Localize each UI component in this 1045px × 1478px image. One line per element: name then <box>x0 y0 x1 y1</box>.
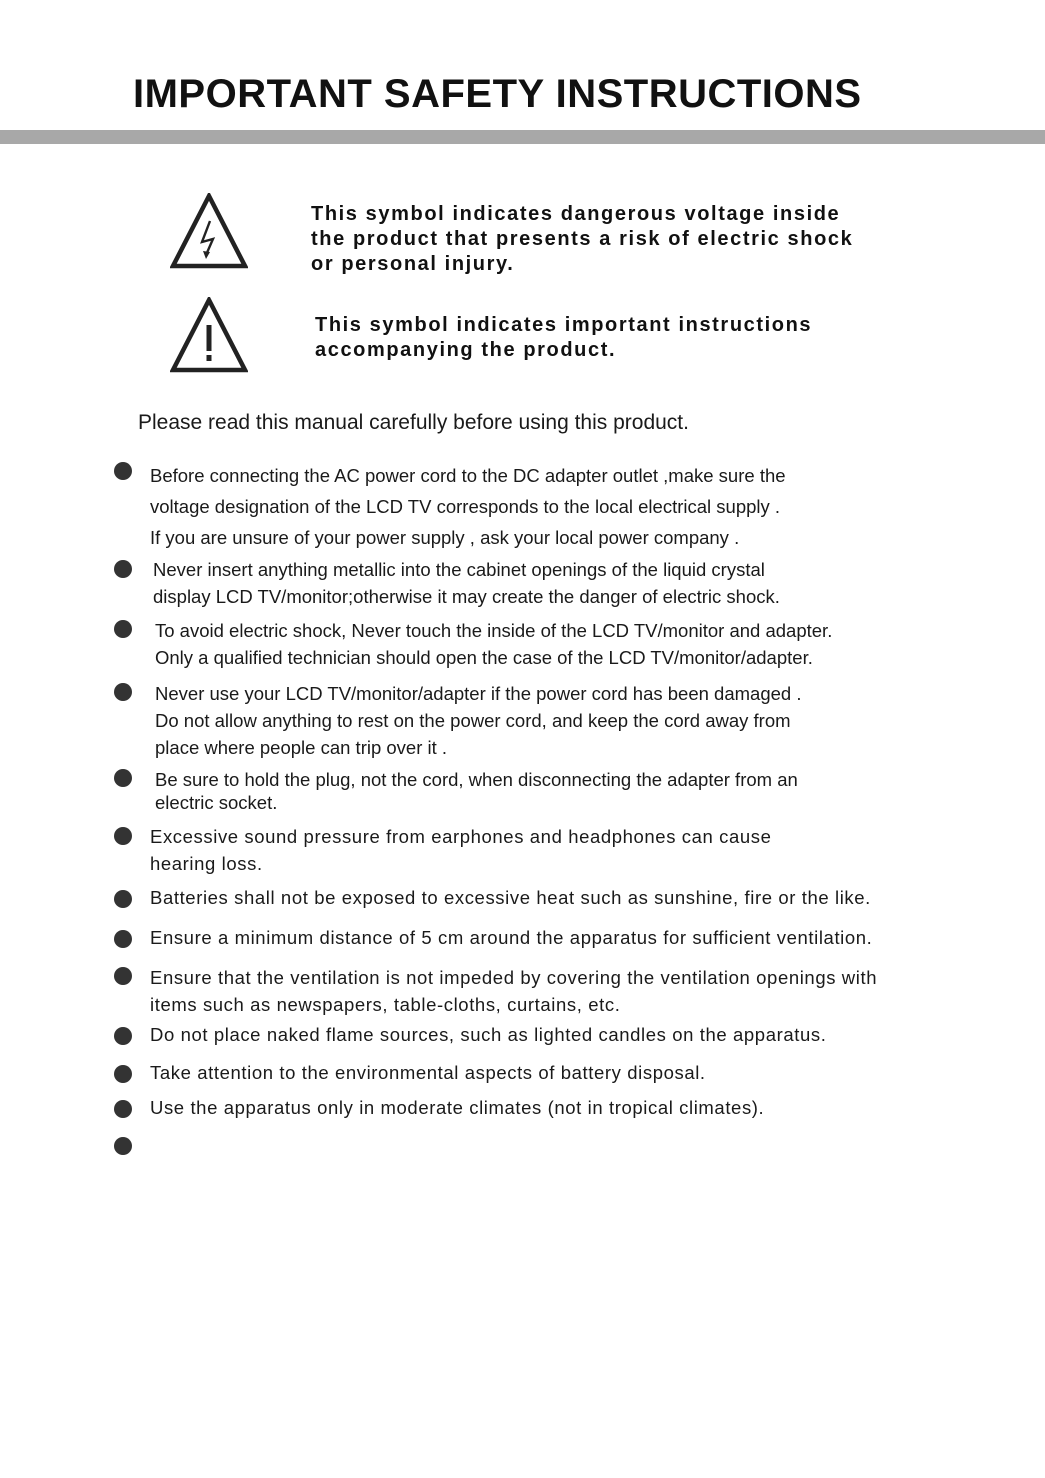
caution-exclamation-icon <box>170 297 248 375</box>
instruction-item: Be sure to hold the plug, not the cord, when disconnecting the adapter from an electric socket. <box>155 769 798 813</box>
instruction-item: Do not place naked flame sources, such as lighted candles on the apparatus. <box>150 1024 827 1045</box>
electric-shock-warning-icon <box>170 193 248 271</box>
instruction-item: Ensure a minimum distance of 5 cm around the apparatus for sufficient ventilation. <box>150 927 873 948</box>
instruction-item: Take attention to the environmental aspects of battery disposal. <box>150 1062 706 1083</box>
instruction-item: Batteries shall not be exposed to excessive heat such as sunshine, fire or the like. <box>150 887 871 908</box>
bullet-icon <box>114 890 132 908</box>
bullet-icon <box>114 1137 132 1155</box>
instruction-item: Before connecting the AC power cord to the DC adapter outlet ,make sure the voltage designation of the LCD TV corresponds to the local electrical supply . If you are unsure of your power supply , ask your local power company . <box>150 465 786 548</box>
bullet-icon <box>114 560 132 578</box>
bullet-icon <box>114 1027 132 1045</box>
bullet-icon <box>114 683 132 701</box>
bullet-icon <box>114 967 132 985</box>
bullet-icon <box>114 620 132 638</box>
symbol-description-caution: This symbol indicates important instructions accompanying the product. <box>315 314 813 361</box>
instruction-item: Never use your LCD TV/monitor/adapter if the power cord has been damaged . Do not allow anything to rest on the power cord, and keep the cord away from place where people can trip over it . <box>155 683 802 758</box>
bullet-icon <box>114 930 132 948</box>
instruction-item: Ensure that the ventilation is not impeded by covering the ventilation openings with items such as newspapers, table-cloths, curtains, etc. <box>150 967 878 1015</box>
instruction-item: To avoid electric shock, Never touch the inside of the LCD TV/monitor and adapter. Only a qualified technician should open the case of the LCD TV/monitor/adapter. <box>155 620 833 668</box>
intro-text: Please read this manual carefully before using this product. <box>138 411 689 434</box>
bullet-icon <box>114 462 132 480</box>
instruction-item: Use the apparatus only in moderate climates (not in tropical climates). <box>150 1097 765 1118</box>
instruction-item: Never insert anything metallic into the cabinet openings of the liquid crystal display LCD TV/monitor;otherwise it may create the danger of electric shock. <box>153 559 780 607</box>
bullet-icon <box>114 769 132 787</box>
symbol-description-voltage: This symbol indicates dangerous voltage inside the product that presents a risk of electric shock or personal injury. <box>311 203 854 275</box>
bullet-icon <box>114 827 132 845</box>
instruction-item: Excessive sound pressure from earphones and headphones can cause hearing loss. <box>150 826 772 874</box>
bullet-icon <box>114 1065 132 1083</box>
page-title: IMPORTANT SAFETY INSTRUCTIONS <box>133 72 862 116</box>
title-divider <box>0 130 1045 144</box>
bullet-icon <box>114 1100 132 1118</box>
